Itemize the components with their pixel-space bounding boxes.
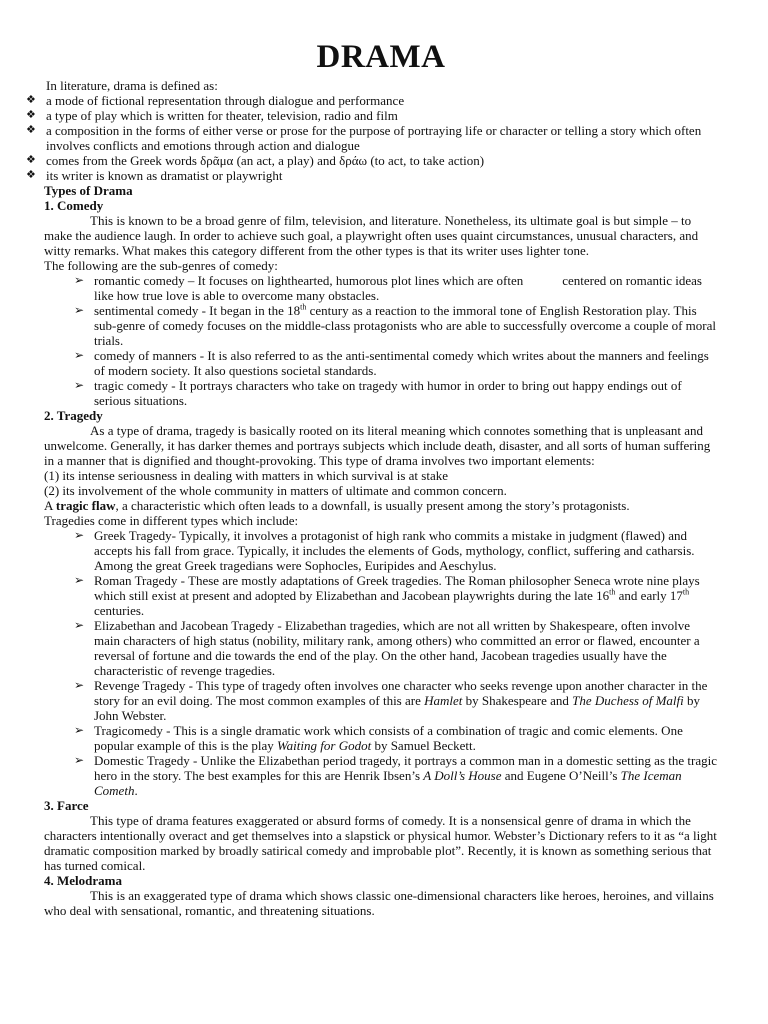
definition-list bbox=[26, 93, 718, 183]
tragedy-type-list bbox=[74, 528, 718, 798]
diamond-bullet-icon: ❖ bbox=[26, 94, 36, 106]
list-item: ❖ its writer is known as dramatist or playwright bbox=[26, 168, 283, 183]
tragic-flaw-term: tragic flaw bbox=[55, 498, 116, 513]
list-item: ➢ comedy of manners - It is also referred to as the anti-sentimental comedy which writes about the manners and feelings of modern society. It also questions societal standards. bbox=[74, 348, 709, 378]
melodrama-paragraph: This is an exaggerated type of drama which shows classic one-dimensional characters like heroes, heroines, and villains who deal with sensational, romantic, and threatening situations. bbox=[44, 888, 714, 918]
list-item: ❖ a type of play which is written for theater, television, radio and film bbox=[26, 108, 398, 123]
comedy-heading: 1. Comedy bbox=[44, 198, 104, 213]
arrow-bullet-icon: ➢ bbox=[74, 618, 85, 632]
arrow-bullet-icon: ➢ bbox=[74, 753, 85, 767]
list-item: ❖ a mode of fictional representation through dialogue and performance bbox=[26, 93, 405, 108]
list-item: ➢ Roman Tragedy - These are mostly adaptations of Greek tragedies. The Roman philosopher Seneca wrote nine plays which still exist at present and adopted by Elizabethan and Jacobean playwrights during the late 16th and early 17th centuries. bbox=[74, 573, 700, 618]
list-item: ❖ a composition in the forms of either verse or prose for the purpose of portraying life or character or telling a story which often involves conflicts and emotions through action and dialogue bbox=[26, 123, 702, 153]
tragedy-element-2: (2) its involvement of the whole community in matters of ultimate and common concern. bbox=[44, 483, 507, 498]
arrow-bullet-icon: ➢ bbox=[74, 378, 85, 392]
arrow-bullet-icon: ➢ bbox=[74, 303, 85, 317]
farce-heading: 3. Farce bbox=[44, 798, 89, 813]
comedy-subgenres-intro: The following are the sub-genres of comedy: bbox=[44, 258, 278, 273]
diamond-bullet-icon: ❖ bbox=[26, 154, 36, 166]
list-item: ➢ tragic comedy - It portrays characters who take on tragedy with humor in order to bring out happy endings out of serious situations. bbox=[74, 378, 682, 408]
arrow-bullet-icon: ➢ bbox=[74, 573, 85, 587]
arrow-bullet-icon: ➢ bbox=[74, 723, 85, 737]
tragedy-types-intro: Tragedies come in different types which include: bbox=[44, 513, 299, 528]
page-title: DRAMA bbox=[316, 39, 446, 75]
diamond-bullet-icon: ❖ bbox=[26, 169, 36, 181]
tragedy-heading: 2. Tragedy bbox=[44, 408, 103, 423]
list-item: ➢ Revenge Tragedy - This type of tragedy often involves one character who seeks revenge upon another character in the story for an evil doing. The most common examples of this are Hamlet by Shakespeare and The Duchess of Malfi by John Webster. bbox=[74, 678, 708, 723]
list-item: ➢ Greek Tragedy- Typically, it involves a protagonist of high rank who commits a mistake in judgment (flawed) and accepts his fall from grace. Typically, it includes the elements of Gods, mythology, conflict, suffering and catharsis. Among the great Greek tragedians were Sophocles, Euripides and Aeschylus. bbox=[74, 528, 695, 573]
intro-text: In literature, drama is defined as: bbox=[46, 78, 218, 93]
arrow-bullet-icon: ➢ bbox=[74, 273, 85, 287]
list-item: ➢ sentimental comedy - It began in the 18th century as a reaction to the immoral tone of English Restoration play. This sub-genre of comedy focuses on the middle-class protagonists who are able to successfully overcome a couple of moral trials. bbox=[74, 302, 717, 348]
list-item: ➢ Domestic Tragedy - Unlike the Elizabethan period tragedy, it portrays a common man in a domestic setting as the tragic hero in the story. The best examples for this are Henrik Ibsen’s A Doll’s House and Eugene O’Neill’s The Iceman Cometh. bbox=[74, 753, 717, 798]
types-heading: Types of Drama bbox=[44, 183, 133, 198]
list-item: ➢ Elizabethan and Jacobean Tragedy - Elizabethan tragedies, which are not all written by Shakespeare, often involve main characters of high status (nobility, military rank, among others) who committed an error or flawed, encounter a reversal of fortune and die towards the end of the play. On the other hand, Jacobean tragedies usually have the characteristic of revenge tragedies. bbox=[74, 618, 700, 678]
tragic-flaw-paragraph: A tragic flaw, a characteristic which often leads to a downfall, is usually present among the story’s protagonists. bbox=[44, 498, 630, 513]
comedy-paragraph: This is known to be a broad genre of film, television, and literature. Nonetheless, its ultimate goal is but simple – to make the audience laugh. In order to achieve such goal, a playwright often uses quaint circumstances, unusual characters, and witty remarks. What makes this category different from the other types is that its writer uses lighter tone. bbox=[44, 213, 699, 258]
farce-paragraph: This type of drama features exaggerated or absurd forms of comedy. It is a nonsensical genre of drama in which the characters intentionally overact and get themselves into a slapstick or physical humor. Webster’s Dictionary refers to it as “a light dramatic composition marked by broadly satirical comedy and improbable plot”. Recently, it is known as something serious that has turned comical. bbox=[44, 813, 717, 873]
arrow-bullet-icon: ➢ bbox=[74, 528, 85, 542]
diamond-bullet-icon: ❖ bbox=[26, 109, 36, 121]
melodrama-heading: 4. Melodrama bbox=[44, 873, 122, 888]
tragedy-paragraph: As a type of drama, tragedy is basically rooted on its literal meaning which connotes something that is unpleasant and unwelcome. Generally, it has darker themes and portrays subjects which include death, disaster, and all sorts of human suffering in a manner that is dignified and thought-provoking. This type of drama involves two important elements: bbox=[44, 423, 711, 468]
arrow-bullet-icon: ➢ bbox=[74, 678, 85, 692]
list-item: ❖ comes from the Greek words δρᾶμα (an act, a play) and δράω (to act, to take action) bbox=[26, 153, 485, 168]
comedy-subgenre-list bbox=[74, 273, 718, 408]
arrow-bullet-icon: ➢ bbox=[74, 348, 85, 362]
list-item: ➢ Tragicomedy - This is a single dramatic work which consists of a combination of tragic and comic elements. One popular example of this is the play Waiting for Godot by Samuel Beckett. bbox=[74, 723, 683, 753]
tragedy-element-1: (1) its intense seriousness in dealing with matters in which survival is at stake bbox=[44, 468, 449, 483]
list-item: ➢ romantic comedy – It focuses on lighthearted, humorous plot lines which are often centered on romantic ideas like how true love is able to overcome many obstacles. bbox=[74, 273, 702, 303]
diamond-bullet-icon: ❖ bbox=[26, 124, 36, 136]
